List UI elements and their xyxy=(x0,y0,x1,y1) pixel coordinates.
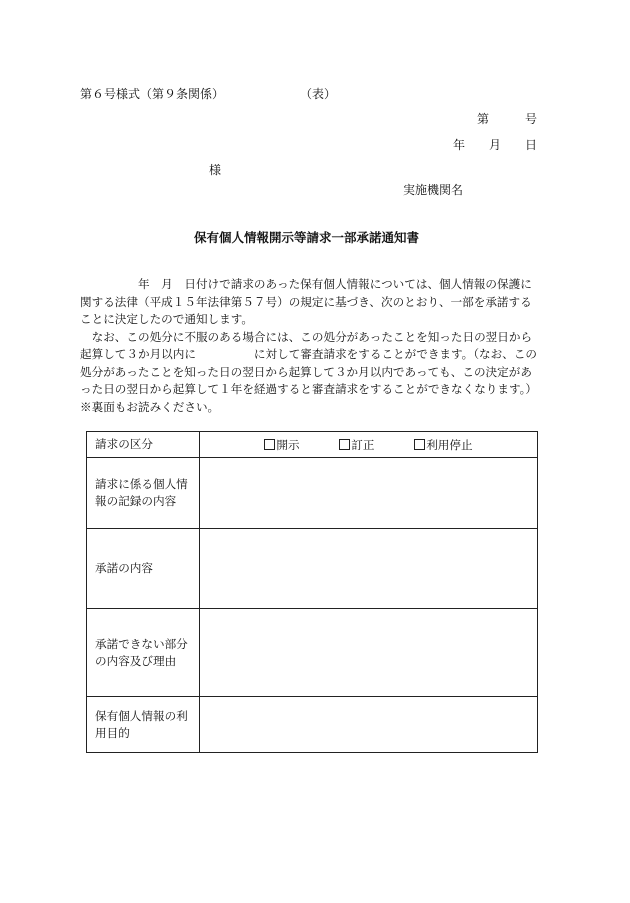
approval-content-value[interactable] xyxy=(200,529,538,609)
table-row xyxy=(87,697,538,753)
checkbox-icon[interactable] xyxy=(264,439,275,450)
date-year: 年 xyxy=(453,138,466,152)
body-line: 関する法律（平成１５年法律第５７号）の規定に基づき、次のとおり、一部を承諾する xyxy=(80,294,532,309)
option-disclosure[interactable] xyxy=(264,437,299,453)
document-number-suffix: 号 xyxy=(525,112,538,126)
record-content-value[interactable] xyxy=(200,458,538,529)
date-day: 日 xyxy=(525,138,538,152)
table-row xyxy=(87,432,538,458)
agency-name-label: 実施機関名 xyxy=(403,183,464,197)
approval-content-label: 承諾の内容 xyxy=(87,529,200,609)
option-label: 開示 xyxy=(276,437,300,452)
table-row xyxy=(87,609,538,697)
table-row xyxy=(87,458,538,529)
side-indicator: （表） xyxy=(300,87,337,101)
purpose-of-use-value[interactable] xyxy=(200,697,538,753)
option-correction[interactable] xyxy=(339,437,374,453)
form-number-label: 第６号様式（第９条関係） xyxy=(80,87,225,101)
request-type-options xyxy=(200,432,538,458)
notice-body xyxy=(80,276,555,416)
body-line: なお、この処分に不服のある場合には、この処分があったことを知った日の翌日から xyxy=(80,329,533,344)
non-approval-reason-value[interactable] xyxy=(200,609,538,697)
purpose-of-use-label: 保有個人情報の利用目的 xyxy=(87,697,200,753)
option-suspension[interactable] xyxy=(414,437,472,453)
option-label: 訂正 xyxy=(351,437,375,452)
checkbox-icon[interactable] xyxy=(414,439,425,450)
document-number-prefix: 第 xyxy=(477,112,490,126)
request-type-label: 請求の区分 xyxy=(87,432,200,458)
body-line: ことに決定したので通知します。 xyxy=(80,312,253,326)
request-details-table xyxy=(86,431,538,753)
document-title: 保有個人情報開示等請求一部承諾通知書 xyxy=(194,230,420,245)
body-line: ※裏面もお読みください。 xyxy=(80,399,220,414)
option-label: 利用停止 xyxy=(426,437,473,452)
body-line: 年 月 日付けで請求のあった保有個人情報については、個人情報の保護に xyxy=(80,277,532,291)
body-line: 処分があったことを知った日の翌日から起算して３か月以内であっても、この決定があ xyxy=(80,364,532,379)
body-line: った日の翌日から起算して１年を経過すると審査請求をすることができなくなります。） xyxy=(80,382,538,396)
checkbox-icon[interactable] xyxy=(339,439,350,450)
date-month: 月 xyxy=(489,138,502,152)
addressee-suffix: 様 xyxy=(209,163,222,177)
body-line: 起算して３か月以内に に対して審査請求をすることができます。（なお、この xyxy=(80,347,538,361)
non-approval-reason-label: 承諾できない部分の内容及び理由 xyxy=(87,609,200,697)
record-content-label: 請求に係る個人情報の記録の内容 xyxy=(87,458,200,529)
table-row xyxy=(87,529,538,609)
